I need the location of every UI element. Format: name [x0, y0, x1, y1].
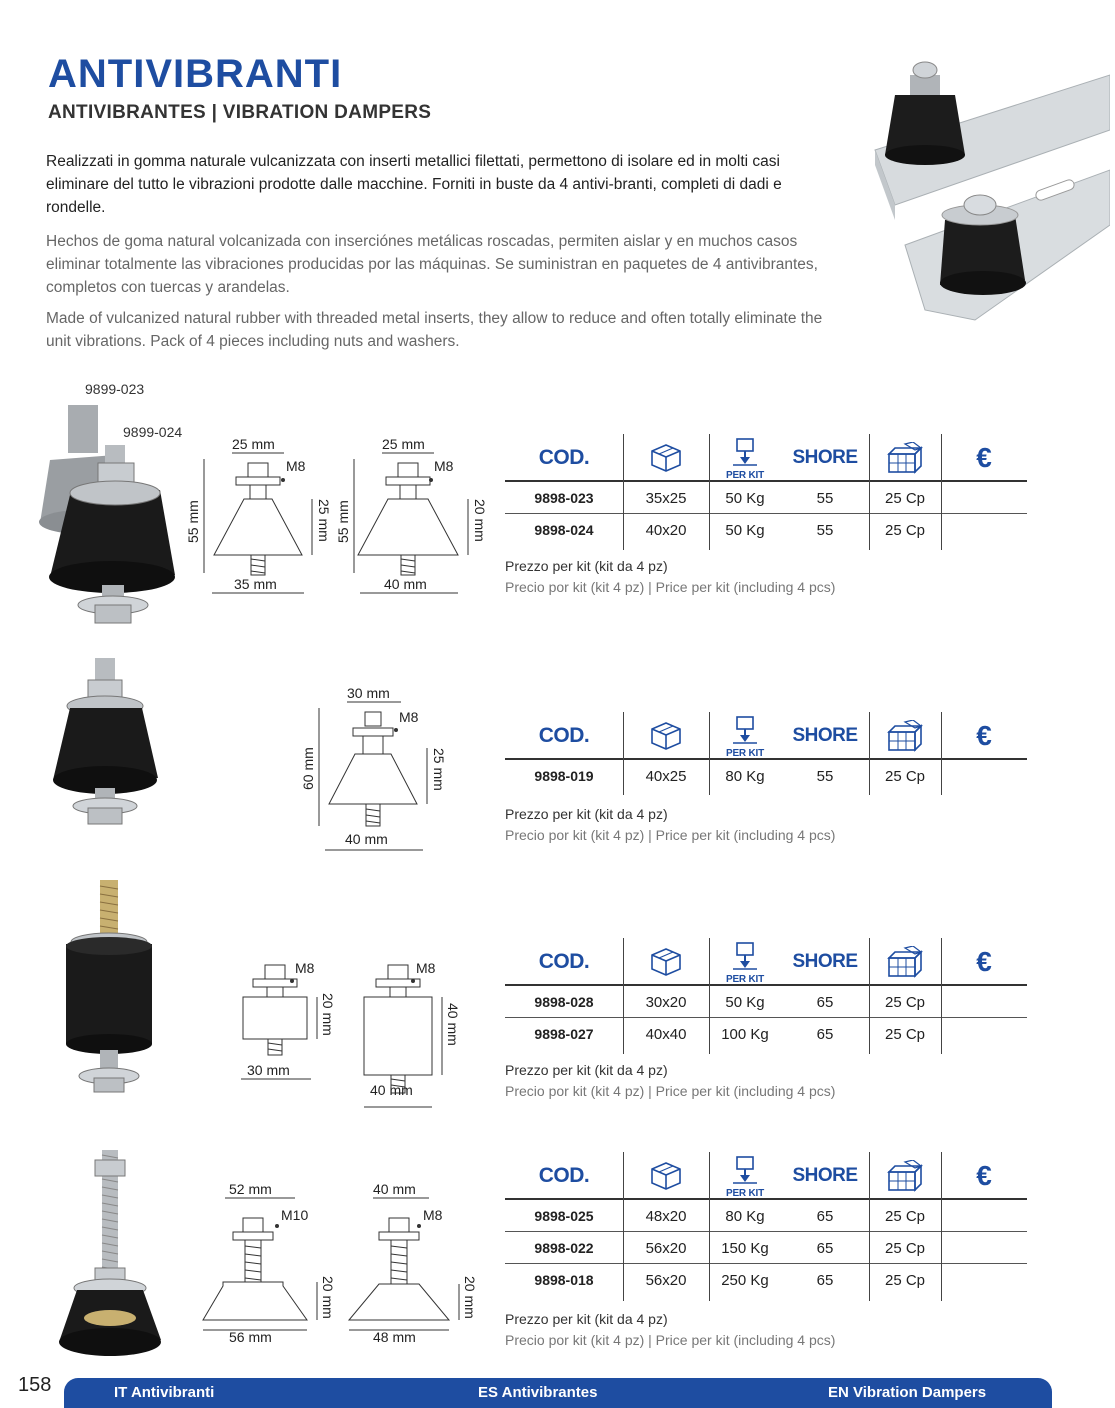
load-icon	[709, 434, 781, 482]
cell-code: 9898-025	[534, 1208, 594, 1224]
column-divider	[709, 1152, 710, 1301]
dim-body-4a: 20 mm	[320, 1276, 336, 1319]
cell-pack: 25 Cp	[884, 767, 926, 785]
dim-bottom-4a: 56 mm	[229, 1329, 272, 1345]
cell-load: 80 Kg	[725, 1207, 765, 1225]
damper-photo-conical	[50, 658, 165, 828]
dim-body-4b: 20 mm	[462, 1276, 478, 1319]
column-divider	[623, 434, 624, 550]
page-number: 158	[18, 1374, 52, 1396]
price-note-es-en: Precio por kit (kit 4 pz) | Price per kit (including 4 pcs)	[505, 579, 836, 595]
table-header	[505, 938, 1027, 986]
package-icon	[869, 938, 941, 986]
photo-label-9899-024: 9899-024	[123, 424, 183, 440]
dim-top-1a: 25 mm	[232, 436, 275, 452]
load-icon	[709, 938, 781, 986]
damper-photo-cylindrical	[60, 880, 160, 1110]
mounted-dampers-photo	[865, 55, 1110, 330]
cell-pack: 25 Cp	[884, 993, 926, 1011]
table-row	[505, 1200, 1027, 1232]
column-divider	[709, 434, 710, 550]
price-note	[505, 1309, 835, 1351]
header-euro: €	[976, 442, 992, 473]
dim-top-4b: 40 mm	[373, 1181, 416, 1197]
column-divider	[709, 938, 710, 1054]
price-note-it: Prezzo per kit (kit da 4 pz)	[505, 806, 668, 822]
cell-price	[941, 482, 1027, 514]
cell-shore: 55	[816, 489, 834, 507]
cell-price	[941, 986, 1027, 1018]
drawing-9898-024	[330, 435, 500, 600]
header-euro: €	[976, 946, 992, 977]
box-size-icon	[623, 1152, 709, 1200]
cell-pack: 25 Cp	[884, 521, 926, 539]
box-size-icon	[623, 434, 709, 482]
dim-thread-4b: M8	[423, 1207, 443, 1223]
header-shore: SHORE	[792, 447, 858, 468]
column-divider	[623, 938, 624, 1054]
cell-size: 40x20	[645, 521, 687, 539]
column-divider	[869, 712, 870, 795]
drawing-9898-028	[225, 955, 355, 1085]
cell-shore: 65	[816, 1025, 834, 1043]
dim-thread-1a: M8	[286, 458, 306, 474]
table-row	[505, 514, 1027, 546]
header-per-kit: PER KIT	[725, 470, 765, 481]
dim-top-4a: 52 mm	[229, 1181, 272, 1197]
table-row	[505, 1232, 1027, 1264]
cell-size: 56x20	[645, 1239, 687, 1257]
footer-en: EN Vibration Dampers	[828, 1384, 987, 1401]
price-note-it: Prezzo per kit (kit da 4 pz)	[505, 1062, 668, 1078]
price-note-es-en: Precio por kit (kit 4 pz) | Price per kit (including 4 pcs)	[505, 1083, 836, 1099]
cell-size: 40x40	[645, 1025, 687, 1043]
table-header	[505, 712, 1027, 760]
box-size-icon	[623, 712, 709, 760]
column-divider	[709, 712, 710, 795]
header-per-kit: PER KIT	[725, 748, 765, 759]
column-divider	[869, 1152, 870, 1301]
page-subtitle: ANTIVIBRANTES | VIBRATION DAMPERS	[48, 102, 432, 123]
price-note	[505, 1060, 835, 1102]
package-icon	[869, 1152, 941, 1200]
cell-shore: 65	[816, 1207, 834, 1225]
dim-body-3a: 20 mm	[320, 993, 336, 1036]
cell-price	[941, 514, 1027, 546]
price-note	[505, 804, 835, 846]
cell-shore: 55	[816, 767, 834, 785]
column-divider	[941, 1152, 942, 1301]
photo-label-9899-023: 9899-023	[85, 381, 145, 397]
description-en: Made of vulcanized natural rubber with threaded metal inserts, they allow to reduce and often totally eliminate the unit vibrations. Pack of 4 pieces including nuts and washers.	[46, 310, 823, 350]
footer-bar	[64, 1378, 1052, 1408]
cell-size: 40x25	[645, 767, 687, 785]
table-row	[505, 482, 1027, 514]
cell-code: 9898-027	[534, 1026, 594, 1042]
header-euro: €	[976, 1160, 992, 1191]
cell-size: 56x20	[645, 1271, 687, 1289]
table-row	[505, 1018, 1027, 1050]
dim-body-3b: 40 mm	[445, 1003, 461, 1046]
price-note-it: Prezzo per kit (kit da 4 pz)	[505, 558, 668, 574]
dim-bottom-4b: 48 mm	[373, 1329, 416, 1345]
cell-pack: 25 Cp	[884, 1239, 926, 1257]
price-note-es-en: Precio por kit (kit 4 pz) | Price per kit (including 4 pcs)	[505, 827, 836, 843]
header-cod: COD.	[538, 1164, 590, 1187]
cell-load: 50 Kg	[725, 993, 765, 1011]
column-divider	[869, 434, 870, 550]
column-divider	[941, 712, 942, 795]
dim-bottom-1a: 35 mm	[234, 576, 277, 592]
cell-price	[941, 1200, 1027, 1232]
package-icon	[869, 712, 941, 760]
header-cod: COD.	[538, 950, 590, 973]
description-it: Realizzati in gomma naturale vulcanizzata con inserti metallici filettati, permettono di isolare ed in molti casi eliminare del tutto le vibrazioni prodotte dalle macchine. Forniti in buste da 4 antivi-branti, completi di dadi e rondelle.	[46, 153, 782, 216]
cell-code: 9898-028	[534, 994, 594, 1010]
cell-code: 9898-023	[534, 490, 594, 506]
cell-size: 48x20	[645, 1207, 687, 1225]
drawing-9898-022	[345, 1180, 505, 1350]
price-note-it: Prezzo per kit (kit da 4 pz)	[505, 1311, 668, 1327]
cell-load: 80 Kg	[725, 767, 765, 785]
price-note-es-en: Precio por kit (kit 4 pz) | Price per kit (including 4 pcs)	[505, 1332, 836, 1348]
dim-thread-1b: M8	[434, 458, 454, 474]
column-divider	[941, 938, 942, 1054]
cell-price	[941, 1264, 1027, 1296]
product-table	[505, 712, 1027, 792]
dim-thread-3a: M8	[295, 960, 315, 976]
dim-thread-2: M8	[399, 709, 419, 725]
drawing-9898-027	[350, 955, 480, 1115]
dim-height-1b: 55 mm	[335, 500, 351, 543]
table-row	[505, 1264, 1027, 1296]
description-es: Hechos de goma natural volcanizada con inserciónes metálicas roscadas, permiten aislar y en muchos casos eliminar totalmente las vibraciones producidas por las máquinas. Se suministran en paquetes de 4 antivibrantes, completos con tuercas y arandelas.	[46, 233, 818, 296]
cell-load: 100 Kg	[721, 1025, 769, 1043]
cell-price	[941, 1018, 1027, 1050]
header-per-kit: PER KIT	[725, 974, 765, 985]
header-shore: SHORE	[792, 951, 858, 972]
dim-bottom-2: 40 mm	[345, 831, 388, 847]
cell-code: 9898-022	[534, 1240, 594, 1256]
cell-load: 50 Kg	[725, 521, 765, 539]
product-table	[505, 434, 1027, 546]
damper-photo-conical-pair	[30, 405, 185, 630]
cell-size: 30x20	[645, 993, 687, 1011]
column-divider	[941, 434, 942, 550]
page-title: ANTIVIBRANTI	[48, 52, 343, 96]
drawing-9898-023	[180, 435, 350, 600]
column-divider	[623, 712, 624, 795]
cell-pack: 25 Cp	[884, 1025, 926, 1043]
drawing-9898-025	[195, 1180, 355, 1350]
cell-pack: 25 Cp	[884, 1207, 926, 1225]
cell-shore: 55	[816, 521, 834, 539]
package-icon	[869, 434, 941, 482]
cell-load: 150 Kg	[721, 1239, 769, 1257]
cell-price	[941, 760, 1027, 792]
box-size-icon	[623, 938, 709, 986]
table-row	[505, 986, 1027, 1018]
dim-thread-4a: M10	[281, 1207, 309, 1223]
product-table	[505, 938, 1027, 1050]
table-header	[505, 434, 1027, 482]
cell-code: 9898-018	[534, 1272, 594, 1288]
cell-price	[941, 1232, 1027, 1264]
cell-load: 50 Kg	[725, 489, 765, 507]
dim-body-1b: 20 mm	[472, 499, 488, 542]
header-euro: €	[976, 720, 992, 751]
table-row	[505, 760, 1027, 792]
cell-code: 9898-024	[534, 522, 594, 538]
drawing-9898-019	[295, 684, 465, 854]
header-shore: SHORE	[792, 725, 858, 746]
cell-shore: 65	[816, 1239, 834, 1257]
cell-shore: 65	[816, 993, 834, 1011]
cell-load: 250 Kg	[721, 1271, 769, 1289]
dim-top-2: 30 mm	[347, 685, 390, 701]
header-per-kit: PER KIT	[725, 1188, 765, 1199]
dim-bottom-3a: 30 mm	[247, 1062, 290, 1078]
cell-size: 35x25	[645, 489, 687, 507]
header-shore: SHORE	[792, 1165, 858, 1186]
dim-height-2: 60 mm	[300, 747, 316, 790]
column-divider	[623, 1152, 624, 1301]
dim-height-1a: 55 mm	[185, 500, 201, 543]
load-icon	[709, 1152, 781, 1200]
price-note	[505, 556, 835, 598]
footer-it: IT Antivibranti	[114, 1384, 215, 1401]
dim-thread-3b: M8	[416, 960, 436, 976]
product-table	[505, 1152, 1027, 1296]
dim-body-1a: 25 mm	[316, 499, 332, 542]
cell-code: 9898-019	[534, 768, 594, 784]
cell-shore: 65	[816, 1271, 834, 1289]
dim-body-2: 25 mm	[431, 748, 447, 791]
header-cod: COD.	[538, 724, 590, 747]
cell-pack: 25 Cp	[884, 1271, 926, 1289]
load-icon	[709, 712, 781, 760]
dim-bottom-3b: 40 mm	[370, 1082, 413, 1098]
table-header	[505, 1152, 1027, 1200]
dim-bottom-1b: 40 mm	[384, 576, 427, 592]
dim-top-1b: 25 mm	[382, 436, 425, 452]
cell-pack: 25 Cp	[884, 489, 926, 507]
column-divider	[869, 938, 870, 1054]
footer-es: ES Antivibrantes	[478, 1384, 598, 1401]
damper-photo-leveling-foot	[55, 1150, 165, 1360]
header-cod: COD.	[538, 446, 590, 469]
